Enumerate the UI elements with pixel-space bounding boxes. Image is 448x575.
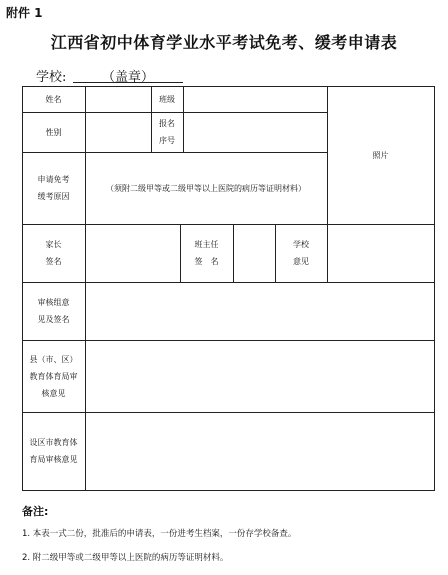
teacher-signature-label: 班主任 签 名 [194,240,219,266]
form-title: 江西省初中体育学业水平考试免考、缓考申请表 [50,33,398,52]
notes-heading: 备注: [22,505,49,518]
review-group-label: 审核组意 见及签名 [37,298,70,324]
gender-label: 性别 [45,127,62,137]
reason-label: 申请免考 缓考原因 [37,175,70,201]
attachment-label: 附件 1 [6,6,43,20]
exam-number-label: 报名 序号 [159,119,175,145]
note-item: 1. 本表一式二份，批准后的申请表，一份进考生档案，一份存学校备查。 [22,529,297,539]
school-field: （盖章） [73,66,183,83]
school-label: 学校: [36,70,67,85]
note-item: 2. 附二级甲等或二级甲等以上医院的病历等证明材料。 [22,553,229,563]
school-opinion-label: 学校 意见 [293,240,309,266]
parent-signature-label: 家长 签名 [45,240,62,266]
county-bureau-label: 县（市、区） 教育体育局审 核意见 [29,354,78,398]
city-bureau-label: 设区市教育体 育局审核意见 [29,438,78,464]
name-label: 姓名 [45,94,62,104]
class-label: 班级 [159,94,175,104]
photo-box: 照片 [372,150,389,160]
reason-hint: （须附二级甲等或二级甲等以上医院的病历等证明材料） [106,183,306,193]
